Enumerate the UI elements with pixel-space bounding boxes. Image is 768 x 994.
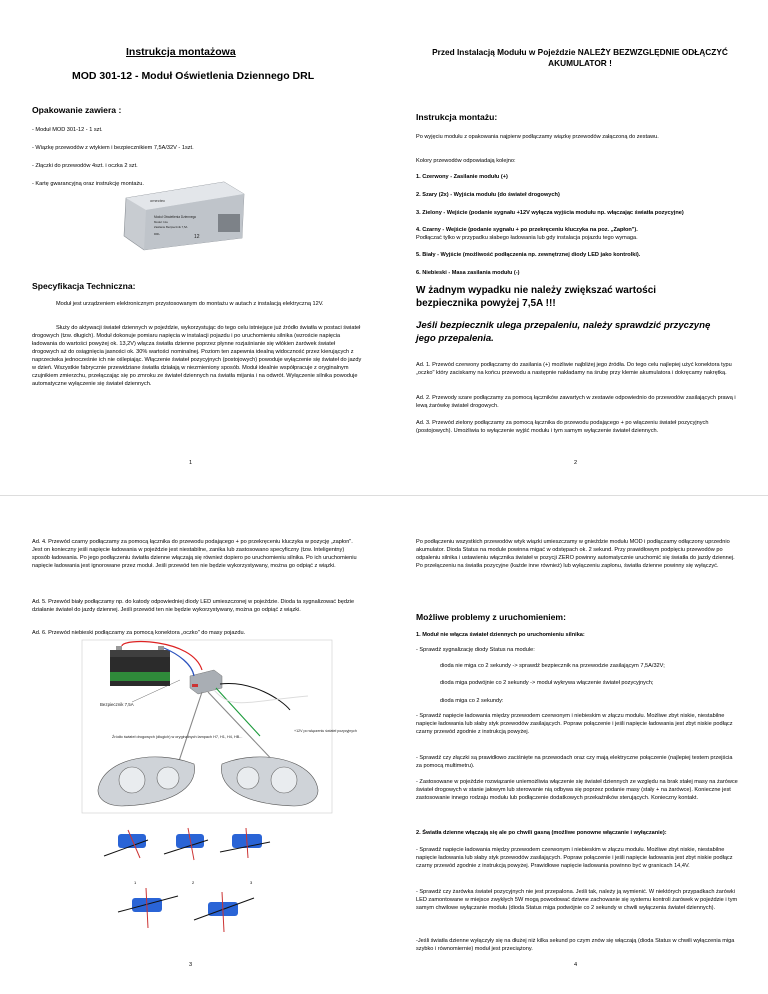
package-item: - Kartę gwarancyjną oraz instrukcję montażu. [32, 181, 144, 187]
module-brand: omectec [150, 198, 166, 203]
led-state: dioda miga podwójnie co 2 sekundy -> moduł wykrywa włączenie świateł pozycyjnych; [440, 680, 654, 686]
colors-intro: Kolory przewodów odpowiadają kolejno: [416, 158, 516, 164]
module-label-line: Model: 11a [154, 220, 168, 224]
battery-warning: Przed Instalacją Modułu w Pojeździe NALEŻY BEZWZGLĘDNIE ODŁĄCZYĆ AKUMULATOR ! [432, 47, 728, 68]
led-state: dioda miga co 2 sekundy: [440, 698, 504, 704]
battery-icon [110, 646, 170, 686]
module-label-line: Moduł Oświetlenia Dziennego [154, 215, 197, 219]
wire-note: Podłączać tylko w przypadku słabego ładowania lub gdy instalacja pojazdu tego wymaga. [416, 235, 638, 241]
check-step: - Sprawdź napięcie ładowania między przewodem czerwonym i niebieskim w złączu modułu. Możliwe zbyt niskie, niestabilne napięcie ładowania lub słaby styk przewodów zasilających. Popraw połączenie i jeśli napięcie ładowania jest zbyt niskie podłącz czarny przewód zgodnie z instrukcją powyżej. [416, 713, 733, 735]
spec-paragraph: Służy do aktywacji świateł dziennych w pojeździe, wykorzystując do tego celu istniejące już źródło światła w postaci świateł drogowych (tzw. długich). Moduł dokonuje pomiaru napięcia w instalacji pojazdu i po uruchomieniu silnika (wzroście napięcia ładowania do wartości powyżej ok. 13,2V) włącza światła dzienne poprzez płynne rozjaśnianie się włókien żarówek świateł drogowych aż do osiągnięcia jasności ok. 30% wartości nominalnej. Poziom ten zapewnia idealną widoczność przez kierujących z naprzeciwka jednocześnie ich nie oślepiając. Włączenie świateł pozycyjnych (postojowych) powoduje wyłączenie się świateł do jazdy w dzień. Wszystkie fabrycznie przewidziane światła działają w niezmieniony sposób. Moduł idealnie współpracuje z oryginalnym czujnikiem zmierzchu, przełączając się po zmroku ze świateł dziennych na światła mijania i na odwrót. Wyłączenie silnika powoduje automatyczne wyłączenie się świateł dziennych. [32, 325, 362, 387]
step-number: 2 [192, 880, 195, 885]
step-number: 1 [134, 880, 137, 885]
ad-paragraph: Ad. 3. Przewód zielony podłączamy za pomocą łącznika do przewodu podającego + po włączeniu świateł pozycyjnych (postojowych). Umożliwia to wyłączenie wyjść modułu i tym samym wyłączenie świateł dziennych. [416, 420, 709, 434]
module-label-line: Zasilanie Bezpiecznik 7,5A [154, 225, 188, 229]
connector-steps-diagram [98, 828, 298, 946]
install-intro: Po wyjęciu modułu z opakowania najpierw podłączamy wiązkę przewodów załączoną do zestawu. [416, 134, 659, 140]
check-step: - Sprawdź czy żarówka świateł pozycyjnych nie jest przepalona. Jeśli tak, należy ją wymienić. W niektórych przypadkach żarówki LED zamontowane w miejsce zwykłych 5W mogą powodować dziwne zachowanie się systemu kontroli żarówek w pojeździe i tym samym chwilowe wyłączanie modułu (dioda Status miga podwójnie co 2 sekundy w chwili wyłączenia świateł dziennych). [416, 889, 738, 911]
install-heading: Instrukcja montażu: [416, 112, 498, 122]
ad-paragraph: Ad. 1. Przewód czerwony podłączamy do zasilania (+) możliwie najbliżej jego źródła. Do tego celu najlepiej użyć konektora typu „oczko" który zaciskamy na końcu przewodu a następnie nakładamy na śrubę przy klemie akumulatora i dokręcamy nakrętką. [416, 362, 732, 376]
spec-heading: Specyfikacja Techniczna: [32, 281, 136, 291]
problem-heading: 2. Światła dzienne włączają się ale po chwili gasną (możliwe ponowne włączanie i wyłączanie): [416, 830, 667, 836]
module-label-line: DRL [154, 232, 161, 236]
spec-paragraph: Moduł jest urządzeniem elektronicznym przystosowanym do montażu w autach z instalacją elektryczną 12V. [56, 301, 324, 307]
diagram-source-label: Źródło świateł drogowych (długich) w oryginalnych lampach H7, H1, H4, HB... [112, 735, 243, 739]
led-state: dioda nie miga co 2 sekundy -> sprawdź bezpiecznik na przewodzie zasilającym 7,5A/32V; [440, 663, 665, 669]
wire-list [416, 173, 736, 277]
step-number: 3 [250, 880, 253, 885]
module-photo [120, 180, 248, 252]
package-heading: Opakowanie zawiera : [32, 105, 122, 115]
wire-item: 3. Zielony - Wejście (podanie sygnału +12V wyłącza wyjścia modułu np. włączając światła pozycyjne) [416, 210, 684, 216]
page-number: 3 [189, 962, 193, 968]
page-title: Instrukcja montażowa [126, 46, 236, 58]
ad-paragraph: Ad. 6. Przewód niebieski podłączamy za pomocą konektora „oczko" do masy pojazdu. [32, 630, 246, 636]
ad-paragraph: Ad. 5. Przewód biały podłączamy np. do katody odpowiedniej diody LED umieszczonej w pojeździe. Dioda ta sygnalizować będzie działanie świateł do jazdy dziennej. Jeśli przewód ten nie będzie wykorzystywany, można go odpiąć z wiązki. [32, 599, 355, 613]
module-voltage: 12 [194, 234, 200, 240]
page-number: 1 [189, 460, 193, 466]
ad-paragraph: Ad. 2. Przewody szare podłączamy za pomocą łączników zawartych w zestawie odpowiednio do przewodów zasilających prawą i lewą żarówkę świateł drogowych. [416, 395, 736, 409]
page-subtitle: MOD 301-12 - Moduł Oświetlenia Dziennego DRL [72, 70, 315, 82]
wire-item: 6. Niebieski - Masa zasilania modułu (-) [416, 270, 520, 276]
wire-item: 2. Szary (2x) - Wyjścia modułu (do świateł drogowych) [416, 192, 560, 198]
fuse-check-warning: Jeśli bezpiecznik ulega przepaleniu, należy sprawdzić przyczynę jego przepalenia. [416, 320, 711, 344]
problem-heading: 1. Moduł nie włącza świateł dziennych po uruchomieniu silnika: [416, 632, 585, 638]
ad-paragraph: Ad. 4. Przewód czarny podłączamy za pomocą łącznika do przewodu podającego + po przekręceniu kluczyka w pozycję „zapłon". Jest on konieczny jeśli napięcie ładowania w pojeździe jest niestabilne, zanika lub zastosowano specyficzny (tzw. Inteligentny) sposób ładowania. Po jego podłączeniu światła dzienne włączają się również dopiero po uruchomieniu silnika. Po ich uruchomieniu napięcie ładowania jest ignorowane przez moduł. Jeśli przewód ten nie będzie wykorzystywany, można go odpiąć z wiązki. [32, 539, 357, 569]
wire-item: 1. Czerwony - Zasilanie modułu (+) [416, 174, 508, 180]
package-item: - Wiązkę przewodów z wtykiem i bezpiecznikiem 7,5A/32V - 1szt. [32, 145, 194, 151]
page-divider [0, 495, 768, 496]
package-item: - Moduł MOD 301-12 - 1 szt. [32, 127, 103, 133]
check-step: -Jeśli światła dzienne wyłączyły się na dłużej niż kilka sekund po czym znów się włączają (dioda Status w chwili wyłączenia miga szybko i równomiernie) moduł jest przeciążony. [416, 938, 735, 952]
check-step: - Sprawdź napięcie ładowania między przewodem czerwonym i niebieskim w złączu modułu. Możliwe zbyt niskie, niestabilne napięcie ładowania lub słaby styk przewodów zasilających. Popraw połączenie i jeśli napięcie ładowania jest zbyt niskie podłącz czarny przewód zgodnie z instrukcją powyżej. Prawidłowe napięcie ładowania powinno być w granicach 14,4V. [416, 847, 733, 869]
summary-paragraph: Po podłączeniu wszystkich przewodów wtyk wiązki umieszczamy w gnieździe modułu MOD i podłączamy odłączony uprzednio akumulator. Dioda Status na module powinna migać w odstępach ok. 2 sekund. Przy prawidłowym podpięciu przewodów po odpaleniu silnika i ustawieniu włącznika świateł w pozycji ZERO powinny automatycznie uruchomić się światła do jazdy dziennej. Po przełączeniu na światła pozycyjne (każde inne również) lub wyłączeniu zapłonu, światła dzienne powinny się wyłączyć. [416, 539, 735, 569]
wire-item: 5. Biały - Wyjście (możliwość podłączenia np. zewnętrznej diody LED jako kontrolki). [416, 252, 641, 258]
package-list [32, 126, 362, 188]
check-led: - Sprawdź sygnalizację diody Status na module: [416, 647, 535, 653]
fuse-label: Bezpiecznik 7,5A [100, 702, 134, 707]
check-step: - Sprawdź czy złączki są prawidłowo zaciśnięte na przewodach oraz czy mają elektryczne połączenie (najlepiej testem przejścia za pomocą multimetru). [416, 755, 733, 769]
fuse-limit-warning: W żadnym wypadku nie należy zwiększać wartości bezpiecznika powyżej 7,5A !!! [416, 285, 657, 309]
diagram-pos-label: +12V po włączeniu świateł pozycyjnych [294, 729, 357, 733]
package-item: - Złączki do przewodów 4szt. i oczka 2 szt. [32, 163, 138, 169]
check-step: - Zastosowane w pojeździe rozwiązanie uniemożliwia włączenie się świateł dziennych ze względu na brak stałej masy na żarówce świateł drogowych w stanie jałowym lub sterowanie nią odbywa się poprzez podanie masy (stały + na żarówce). Konieczne jest zastosowanie innego rodzaju modułu lub podłączenie dodatkowych przekaźników sterujących. Konieczny kontakt. [416, 779, 738, 801]
problems-heading: Możliwe problemy z uruchomieniem: [416, 612, 566, 622]
wiring-diagram [82, 640, 357, 813]
wire-item: 4. Czarny - Wejście (podanie sygnału + po przekręceniu kluczyka na poz. „Zapłon"). [416, 227, 638, 233]
page-number: 2 [574, 460, 578, 466]
page-number: 4 [574, 962, 578, 968]
